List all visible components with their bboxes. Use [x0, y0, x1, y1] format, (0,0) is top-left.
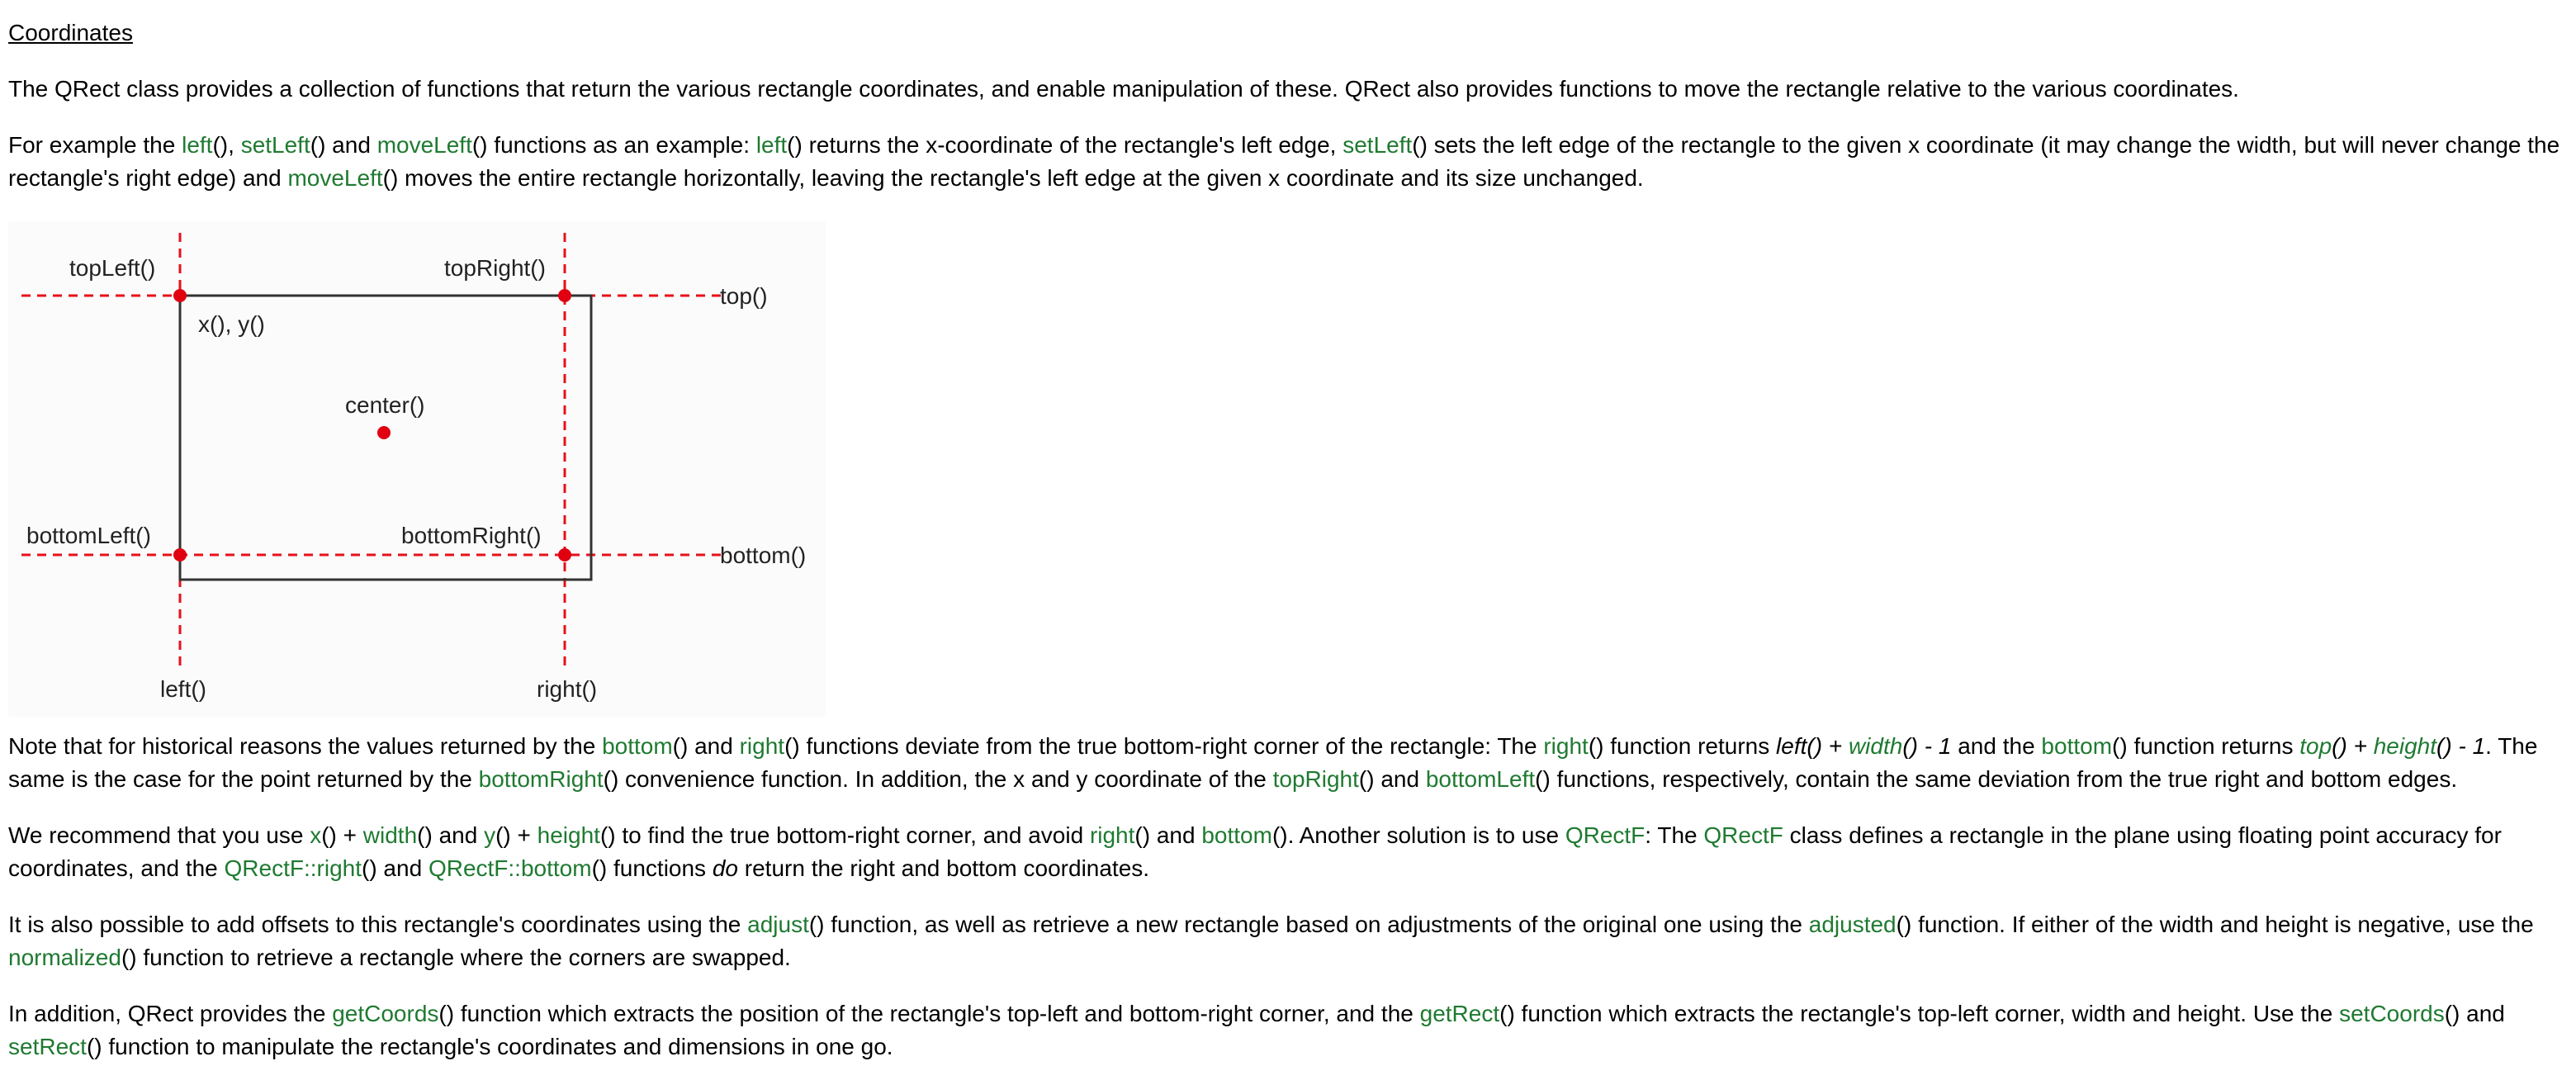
text: : The [1645, 822, 1704, 848]
text: () functions [591, 855, 713, 881]
link-qrectf[interactable]: QRectF [1703, 822, 1783, 848]
link-setleft[interactable]: setLeft [240, 132, 310, 158]
text: () and [310, 132, 377, 158]
link-qrectf-bottom[interactable]: QRectF::bottom [428, 855, 592, 881]
text: () function to manipulate the rectangle's coordinates and dimensions in one go. [86, 1034, 893, 1059]
link-topright[interactable]: topRight [1272, 766, 1359, 792]
text: class defines a rectangle in the plane using floating point accuracy for coordinates, and the [8, 822, 2502, 881]
text: () function returns [1588, 733, 1777, 759]
text: () and [362, 855, 429, 881]
italic-text: left() [1776, 733, 1823, 759]
text: We recommend that you use [8, 822, 310, 848]
text: () function, as well as retrieve a new rectangle based on adjustments of the original one using the [808, 912, 1809, 937]
link-adjust[interactable]: adjust [747, 912, 809, 937]
label-xy: x(), y() [198, 311, 265, 337]
section-heading-coordinates: Coordinates [8, 20, 133, 45]
label-bottom-right: bottomRight() [401, 523, 542, 548]
paragraph-intro [8, 73, 2568, 106]
point-bottom-right [558, 548, 571, 561]
point-center [377, 426, 391, 439]
link-moveleft[interactable]: moveLeft [376, 132, 472, 158]
italic-text: do [712, 855, 738, 881]
text: () and [1134, 822, 1202, 848]
text: () functions deviate from the true bottom-right corner of the rectangle: The [784, 733, 1544, 759]
italic-text: () - 1 [1902, 733, 1952, 759]
link-width[interactable]: width [1848, 733, 1903, 759]
link-height[interactable]: height [2373, 733, 2437, 759]
text: () and [672, 733, 740, 759]
text: () + [321, 822, 363, 848]
link-y[interactable]: y [484, 822, 496, 848]
text: () to find the true bottom-right corner, and avoid [599, 822, 1090, 848]
link-right[interactable]: right [1543, 733, 1589, 759]
label-bottom: bottom() [720, 542, 807, 568]
text: (). Another solution is to use [1271, 822, 1565, 848]
link-adjusted[interactable]: adjusted [1808, 912, 1896, 937]
link-getcoords[interactable]: getCoords [332, 1001, 439, 1026]
label-bottom-left: bottomLeft() [26, 523, 151, 548]
text: () returns the x-coordinate of the rectangle's left edge, [787, 132, 1343, 158]
label-right: right() [537, 676, 598, 702]
link-right[interactable]: right [739, 733, 785, 759]
text: () and [2444, 1001, 2505, 1026]
link-x[interactable]: x [310, 822, 322, 848]
qrect-coordinates-diagram [8, 221, 826, 717]
italic-text: () - 1 [2436, 733, 2486, 759]
paragraph-text: The QRect class provides a collection of functions that return the various rectangle coordinates, and enable manipulation of these. QRect also provides functions to move the rectangle relative to the various coordinates. [8, 76, 2239, 102]
label-center: center() [345, 392, 425, 418]
text: () function. If either of the width and height is negative, use the [1896, 912, 2534, 937]
link-bottom[interactable]: bottom [602, 733, 673, 759]
diagram-svg [8, 221, 826, 717]
text: () and [1358, 766, 1426, 792]
link-bottomleft[interactable]: bottomLeft [1425, 766, 1536, 792]
text: () function which extracts the position of the rectangle's top-left and bottom-right corner, and the [438, 1001, 1420, 1026]
italic-text: () + [2332, 733, 2374, 759]
text: Note that for historical reasons the values returned by the [8, 733, 603, 759]
link-bottomright[interactable]: bottomRight [478, 766, 604, 792]
link-bottom[interactable]: bottom [2041, 733, 2113, 759]
link-left[interactable]: left [755, 132, 788, 158]
link-qrectf-right[interactable]: QRectF::right [224, 855, 362, 881]
point-top-left [173, 289, 187, 302]
text: () convenience function. In addition, the x and y coordinate of the [603, 766, 1273, 792]
paragraph-historical-note [8, 730, 2568, 796]
text: () function to retrieve a rectangle where the corners are swapped. [121, 945, 791, 970]
label-top: top() [720, 283, 768, 309]
text: () sets the left edge of the rectangle to the given x coordinate (it may change the width, but will never change the rectangle's right edge) and [8, 132, 2560, 191]
label-left: left() [160, 676, 206, 702]
text: () functions as an example: [471, 132, 756, 158]
paragraph-getcoords [8, 997, 2568, 1063]
link-right[interactable]: right [1089, 822, 1135, 848]
link-normalized[interactable]: normalized [8, 945, 121, 970]
italic-text: + [1822, 733, 1849, 759]
text: In addition, QRect provides the [8, 1001, 333, 1026]
text: () + [495, 822, 537, 848]
link-getrect[interactable]: getRect [1419, 1001, 1500, 1026]
point-top-right [558, 289, 571, 302]
link-left[interactable]: left [182, 132, 213, 158]
text: () functions, respectively, contain the same deviation from the true right and bottom edges. [1535, 766, 2458, 792]
link-bottom[interactable]: bottom [1201, 822, 1272, 848]
text: and the [1951, 733, 2042, 759]
text: () function returns [2112, 733, 2300, 759]
label-top-left: topLeft() [69, 255, 156, 281]
paragraph-example [8, 129, 2568, 195]
link-width[interactable]: width [362, 822, 418, 848]
link-setrect[interactable]: setRect [8, 1034, 87, 1059]
point-bottom-left [173, 548, 187, 561]
text: It is also possible to add offsets to this rectangle's coordinates using the [8, 912, 748, 937]
paragraph-adjust [8, 908, 2568, 974]
link-setcoords[interactable]: setCoords [2339, 1001, 2445, 1026]
link-height[interactable]: height [537, 822, 600, 848]
link-setleft[interactable]: setLeft [1342, 132, 1413, 158]
link-top[interactable]: top [2299, 733, 2332, 759]
text: . The same is the case for the point returned by the [8, 733, 2538, 792]
text: return the right and bottom coordinates. [738, 855, 1150, 881]
link-moveleft[interactable]: moveLeft [287, 165, 383, 191]
text: (), [212, 132, 241, 158]
text: () moves the entire rectangle horizontally, leaving the rectangle's left edge at the given x coordinate and its size unchanged. [382, 165, 1644, 191]
text: () function which extracts the rectangle's top-left corner, width and height. Use the [1499, 1001, 2340, 1026]
text: For example the [8, 132, 182, 158]
link-qrectf[interactable]: QRectF [1565, 822, 1646, 848]
paragraph-recommendation [8, 819, 2568, 885]
text: () and [417, 822, 485, 848]
label-top-right: topRight() [444, 255, 546, 281]
